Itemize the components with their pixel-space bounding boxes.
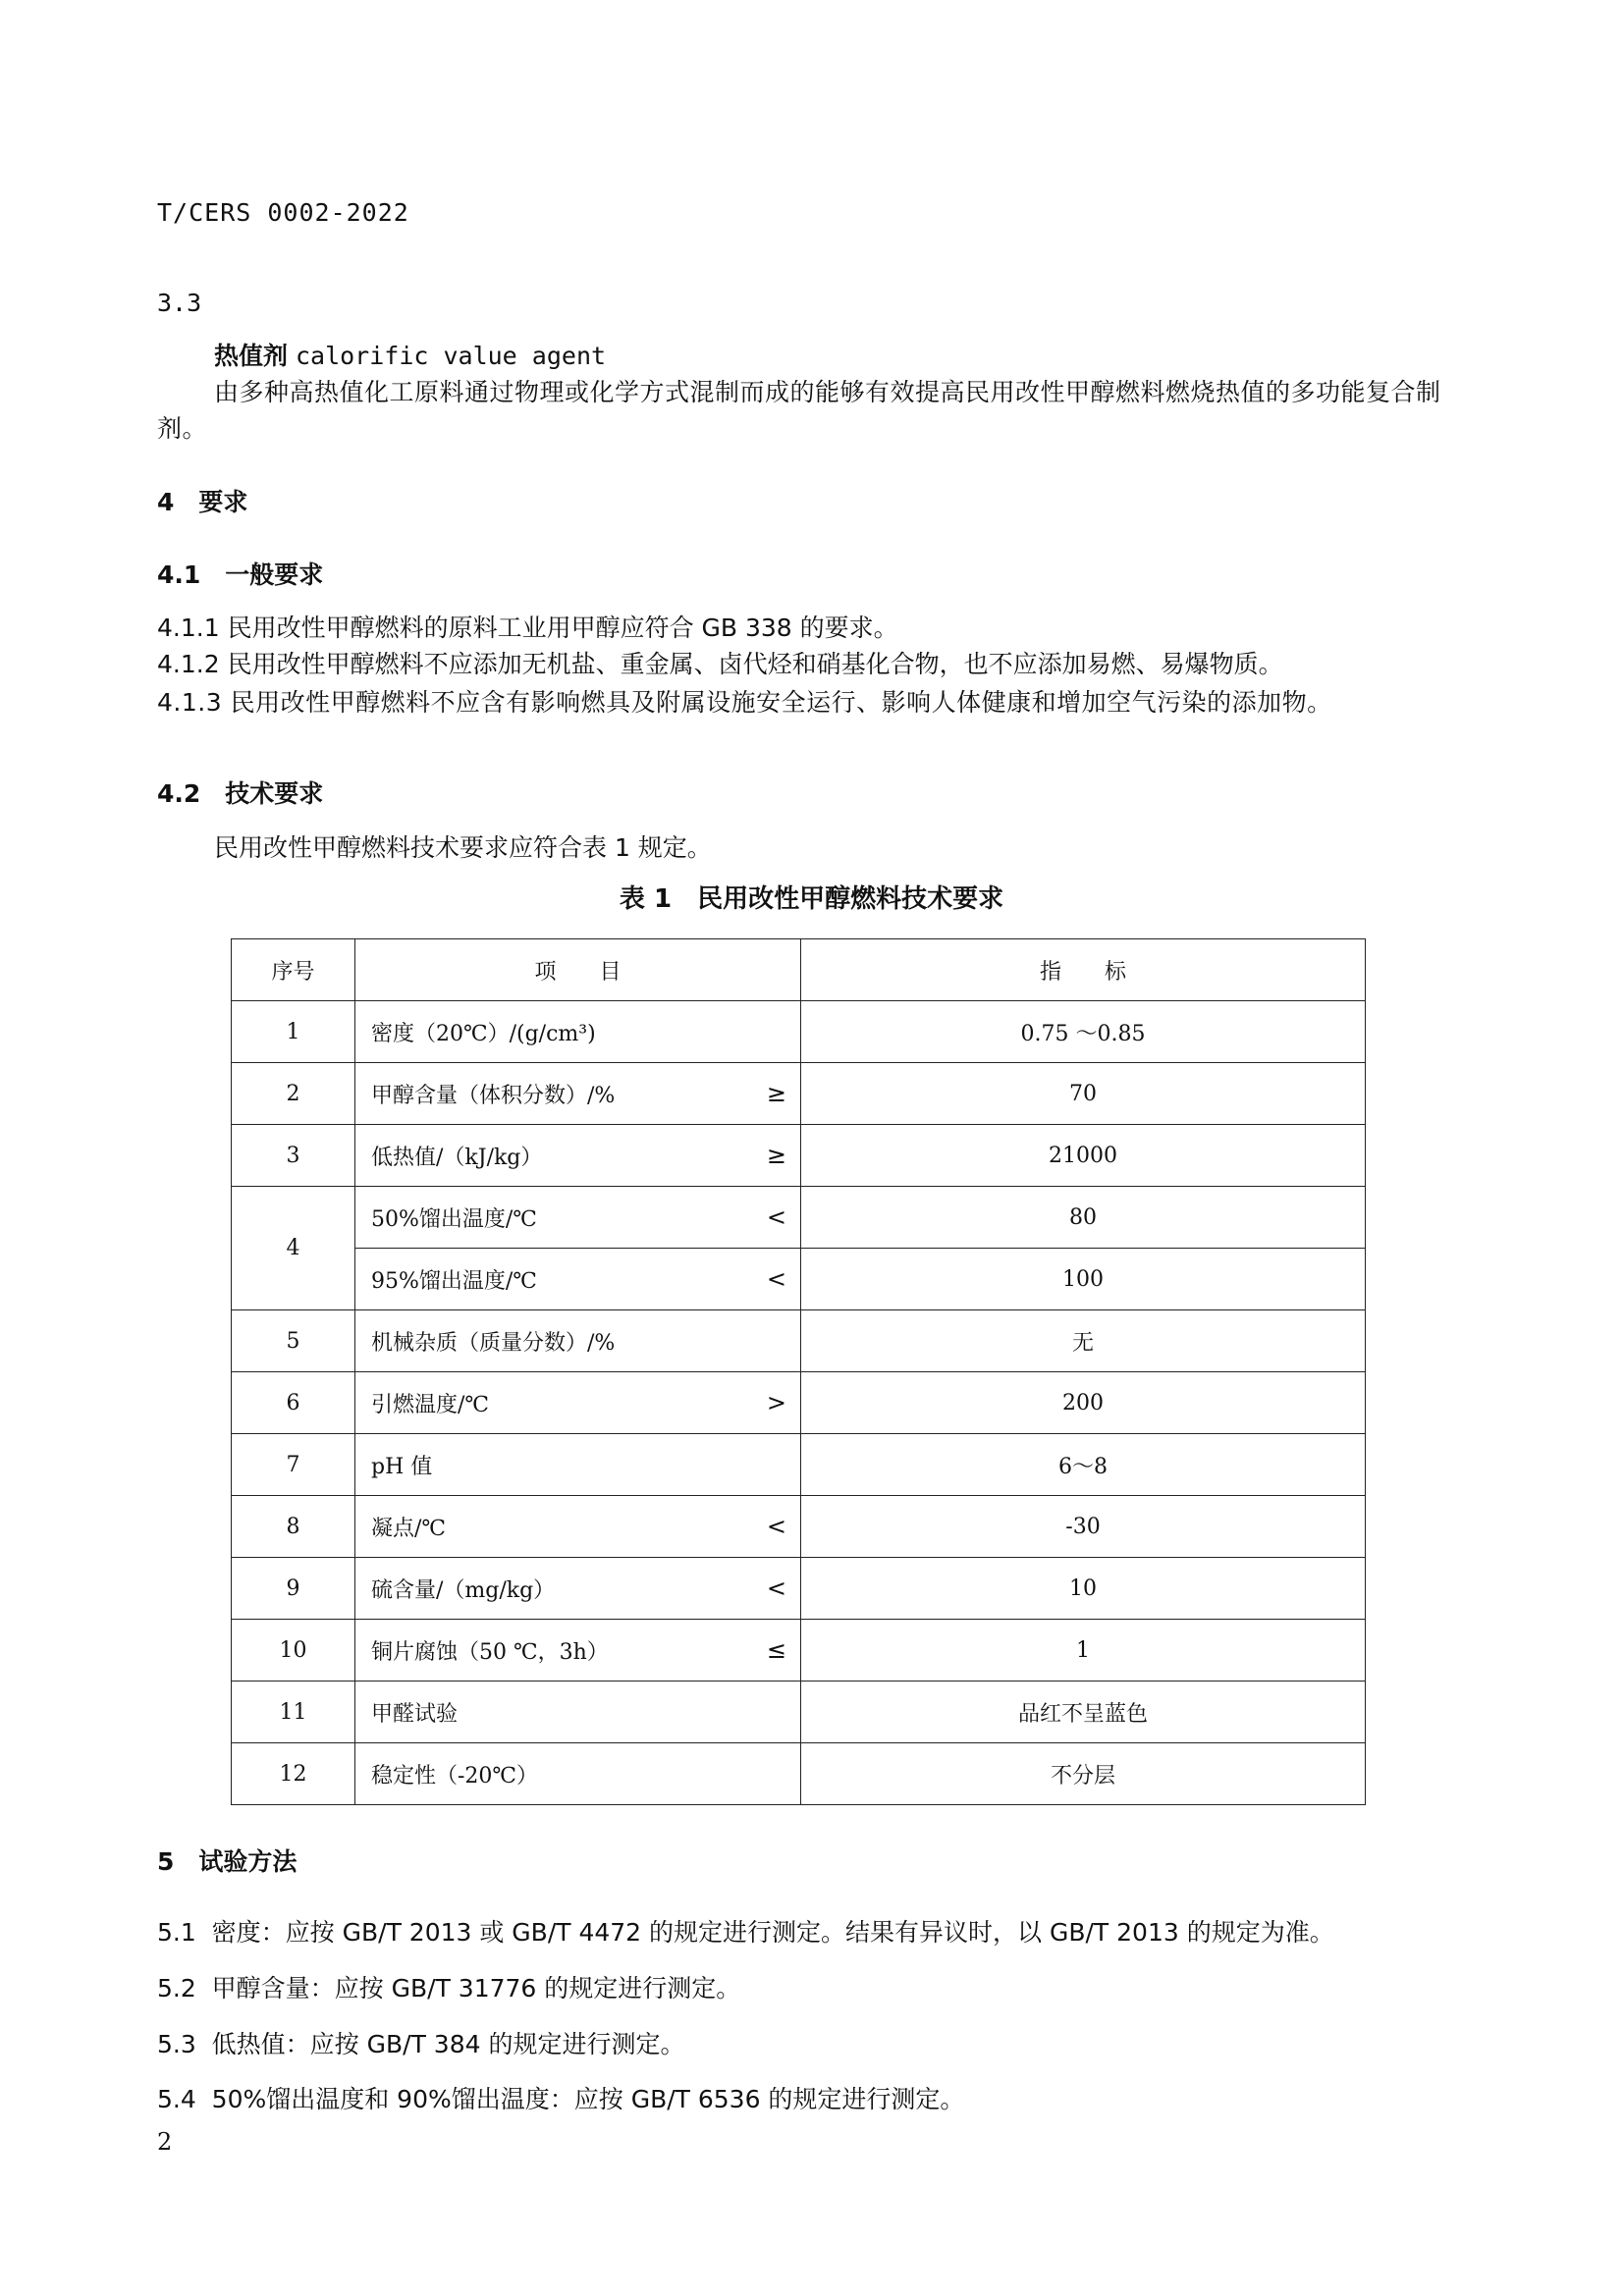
header-item: 项 目 <box>355 939 801 1001</box>
table-row <box>232 1125 1366 1187</box>
cell-no: 7 <box>232 1434 355 1496</box>
table-row <box>232 1063 1366 1125</box>
item-text: 引燃温度/℃ <box>371 1392 490 1417</box>
comparison-symbol: < <box>766 1513 786 1540</box>
clause-text: 密度：应按 GB/T 2013 或 GB/T 4472 的规定进行测定。结果有异议时，以 GB/T 2013 的规定为准。 <box>211 1918 1334 1947</box>
clause-text: 50%馏出温度和 90%馏出温度：应按 GB/T 6536 的规定进行测定。 <box>211 2085 965 2113</box>
table-row <box>232 1310 1366 1372</box>
cell-no: 6 <box>232 1372 355 1434</box>
comparison-symbol: > <box>766 1389 786 1416</box>
cell-item <box>355 1434 801 1496</box>
item-text: 机械杂质（质量分数）/% <box>371 1330 616 1356</box>
cell-item <box>355 1743 801 1805</box>
comparison-symbol: < <box>766 1265 786 1293</box>
header-value: 指 标 <box>801 939 1366 1001</box>
comparison-symbol: ≥ <box>766 1142 786 1169</box>
clause-number: 5.4 <box>157 2085 196 2113</box>
document-header-id: T/CERS 0002-2022 <box>157 198 409 227</box>
cell-value: 6～8 <box>801 1434 1366 1496</box>
cell-value: -30 <box>801 1496 1366 1558</box>
cell-value: 70 <box>801 1063 1366 1125</box>
cell-no: 4 <box>232 1187 355 1310</box>
clause-number: 4.1.2 <box>157 650 220 678</box>
item-text: 密度（20℃）/(g/cm³) <box>371 1021 596 1046</box>
cell-item <box>355 1310 801 1372</box>
table-caption: 表 1 民用改性甲醇燃料技术要求 <box>619 884 1004 914</box>
term-en: calorific value agent <box>295 342 607 370</box>
clause-5-4 <box>157 2083 964 2116</box>
clause-number: 4.1.3 <box>157 688 223 717</box>
clause-text: 民用改性甲醇燃料不应添加无机盐、重金属、卤代烃和硝基化合物，也不应添加易燃、易爆物质。 <box>227 650 1283 678</box>
cell-no: 8 <box>232 1496 355 1558</box>
cell-no: 9 <box>232 1558 355 1620</box>
item-text: 凝点/℃ <box>371 1516 447 1541</box>
comparison-symbol: < <box>766 1575 786 1602</box>
clause-text: 甲醇含量：应按 GB/T 31776 的规定进行测定。 <box>211 1974 741 2002</box>
table-row <box>232 1743 1366 1805</box>
cell-no: 5 <box>232 1310 355 1372</box>
term-definition: 由多种高热值化工原料通过物理或化学方式混制而成的能够有效提高民用改性甲醇燃料燃烧热值的多功能复合制剂。 <box>157 378 1441 443</box>
clause-number: 5.3 <box>157 2030 196 2058</box>
cell-item <box>355 1682 801 1743</box>
cell-no: 11 <box>232 1682 355 1743</box>
cell-value: 1 <box>801 1620 1366 1682</box>
clause-text: 低热值：应按 GB/T 384 的规定进行测定。 <box>211 2030 685 2058</box>
cell-item <box>355 1001 801 1063</box>
item-text: 95%馏出温度/℃ <box>371 1268 537 1294</box>
cell-value: 80 <box>801 1187 1366 1249</box>
cell-item <box>355 1063 801 1125</box>
comparison-symbol: ≤ <box>766 1636 786 1664</box>
clause-text: 民用改性甲醇燃料不应含有影响燃具及附属设施安全运行、影响人体健康和增加空气污染的添加物。 <box>230 688 1332 717</box>
term-number: 3.3 <box>157 289 202 317</box>
term-zh: 热值剂 <box>214 342 289 370</box>
clause-number: 4.1.1 <box>157 614 220 642</box>
cell-no: 10 <box>232 1620 355 1682</box>
table-header-row <box>232 939 1366 1001</box>
comparison-symbol: ≥ <box>766 1080 786 1107</box>
item-text: pH 值 <box>371 1454 433 1479</box>
header-no: 序号 <box>232 939 355 1001</box>
item-text: 甲醛试验 <box>371 1701 459 1727</box>
cell-value: 品红不呈蓝色 <box>801 1682 1366 1743</box>
clause-4-1-1 <box>157 612 898 645</box>
comparison-symbol: < <box>766 1203 786 1231</box>
table-row <box>232 1496 1366 1558</box>
cell-item <box>355 1620 801 1682</box>
table-row <box>232 1434 1366 1496</box>
table-row <box>232 1620 1366 1682</box>
cell-item <box>355 1125 801 1187</box>
cell-value: 10 <box>801 1558 1366 1620</box>
table-row <box>232 1372 1366 1434</box>
section-4-heading: 4 要求 <box>157 488 248 516</box>
cell-item <box>355 1187 801 1249</box>
clause-5-3 <box>157 2028 684 2061</box>
cell-no: 3 <box>232 1125 355 1187</box>
cell-no: 2 <box>232 1063 355 1125</box>
item-text: 低热值/（kJ/kg） <box>371 1145 543 1170</box>
clause-number: 5.1 <box>157 1918 196 1947</box>
cell-value: 100 <box>801 1249 1366 1310</box>
clause-5-2 <box>157 1972 740 2005</box>
item-text: 甲醇含量（体积分数）/% <box>371 1083 616 1108</box>
clause-number: 5.2 <box>157 1974 196 2002</box>
section-4-2-heading: 4.2 技术要求 <box>157 779 324 808</box>
table-row <box>232 1682 1366 1743</box>
item-text: 稳定性（-20℃） <box>371 1763 539 1789</box>
clause-text: 民用改性甲醇燃料的原料工业用甲醇应符合 GB 338 的要求。 <box>227 614 898 642</box>
item-text: 硫含量/（mg/kg） <box>371 1577 556 1603</box>
table-row <box>232 1187 1366 1249</box>
cell-item <box>355 1249 801 1310</box>
table-row <box>232 1001 1366 1063</box>
cell-item <box>355 1372 801 1434</box>
cell-item <box>355 1496 801 1558</box>
technical-requirements-table <box>231 938 1366 1805</box>
section-4-1-heading: 4.1 一般要求 <box>157 561 324 589</box>
cell-value: 不分层 <box>801 1743 1366 1805</box>
clause-4-1-2 <box>157 648 1283 681</box>
cell-value: 0.75 ～0.85 <box>801 1001 1366 1063</box>
page-number: 2 <box>157 2128 173 2156</box>
cell-value: 200 <box>801 1372 1366 1434</box>
section-5-heading: 5 试验方法 <box>157 1847 298 1876</box>
cell-value: 无 <box>801 1310 1366 1372</box>
item-text: 铜片腐蚀（50 ℃，3h） <box>371 1639 609 1665</box>
cell-no: 1 <box>232 1001 355 1063</box>
term-title <box>214 340 606 373</box>
item-text: 50%馏出温度/℃ <box>371 1206 537 1232</box>
cell-value: 21000 <box>801 1125 1366 1187</box>
cell-item <box>355 1558 801 1620</box>
table-row <box>232 1249 1366 1310</box>
cell-no: 12 <box>232 1743 355 1805</box>
clause-4-1-3 <box>157 684 1455 721</box>
table-row <box>232 1558 1366 1620</box>
clause-5-1 <box>157 1916 1334 1949</box>
section-4-2-text: 民用改性甲醇燃料技术要求应符合表 1 规定。 <box>214 833 712 862</box>
